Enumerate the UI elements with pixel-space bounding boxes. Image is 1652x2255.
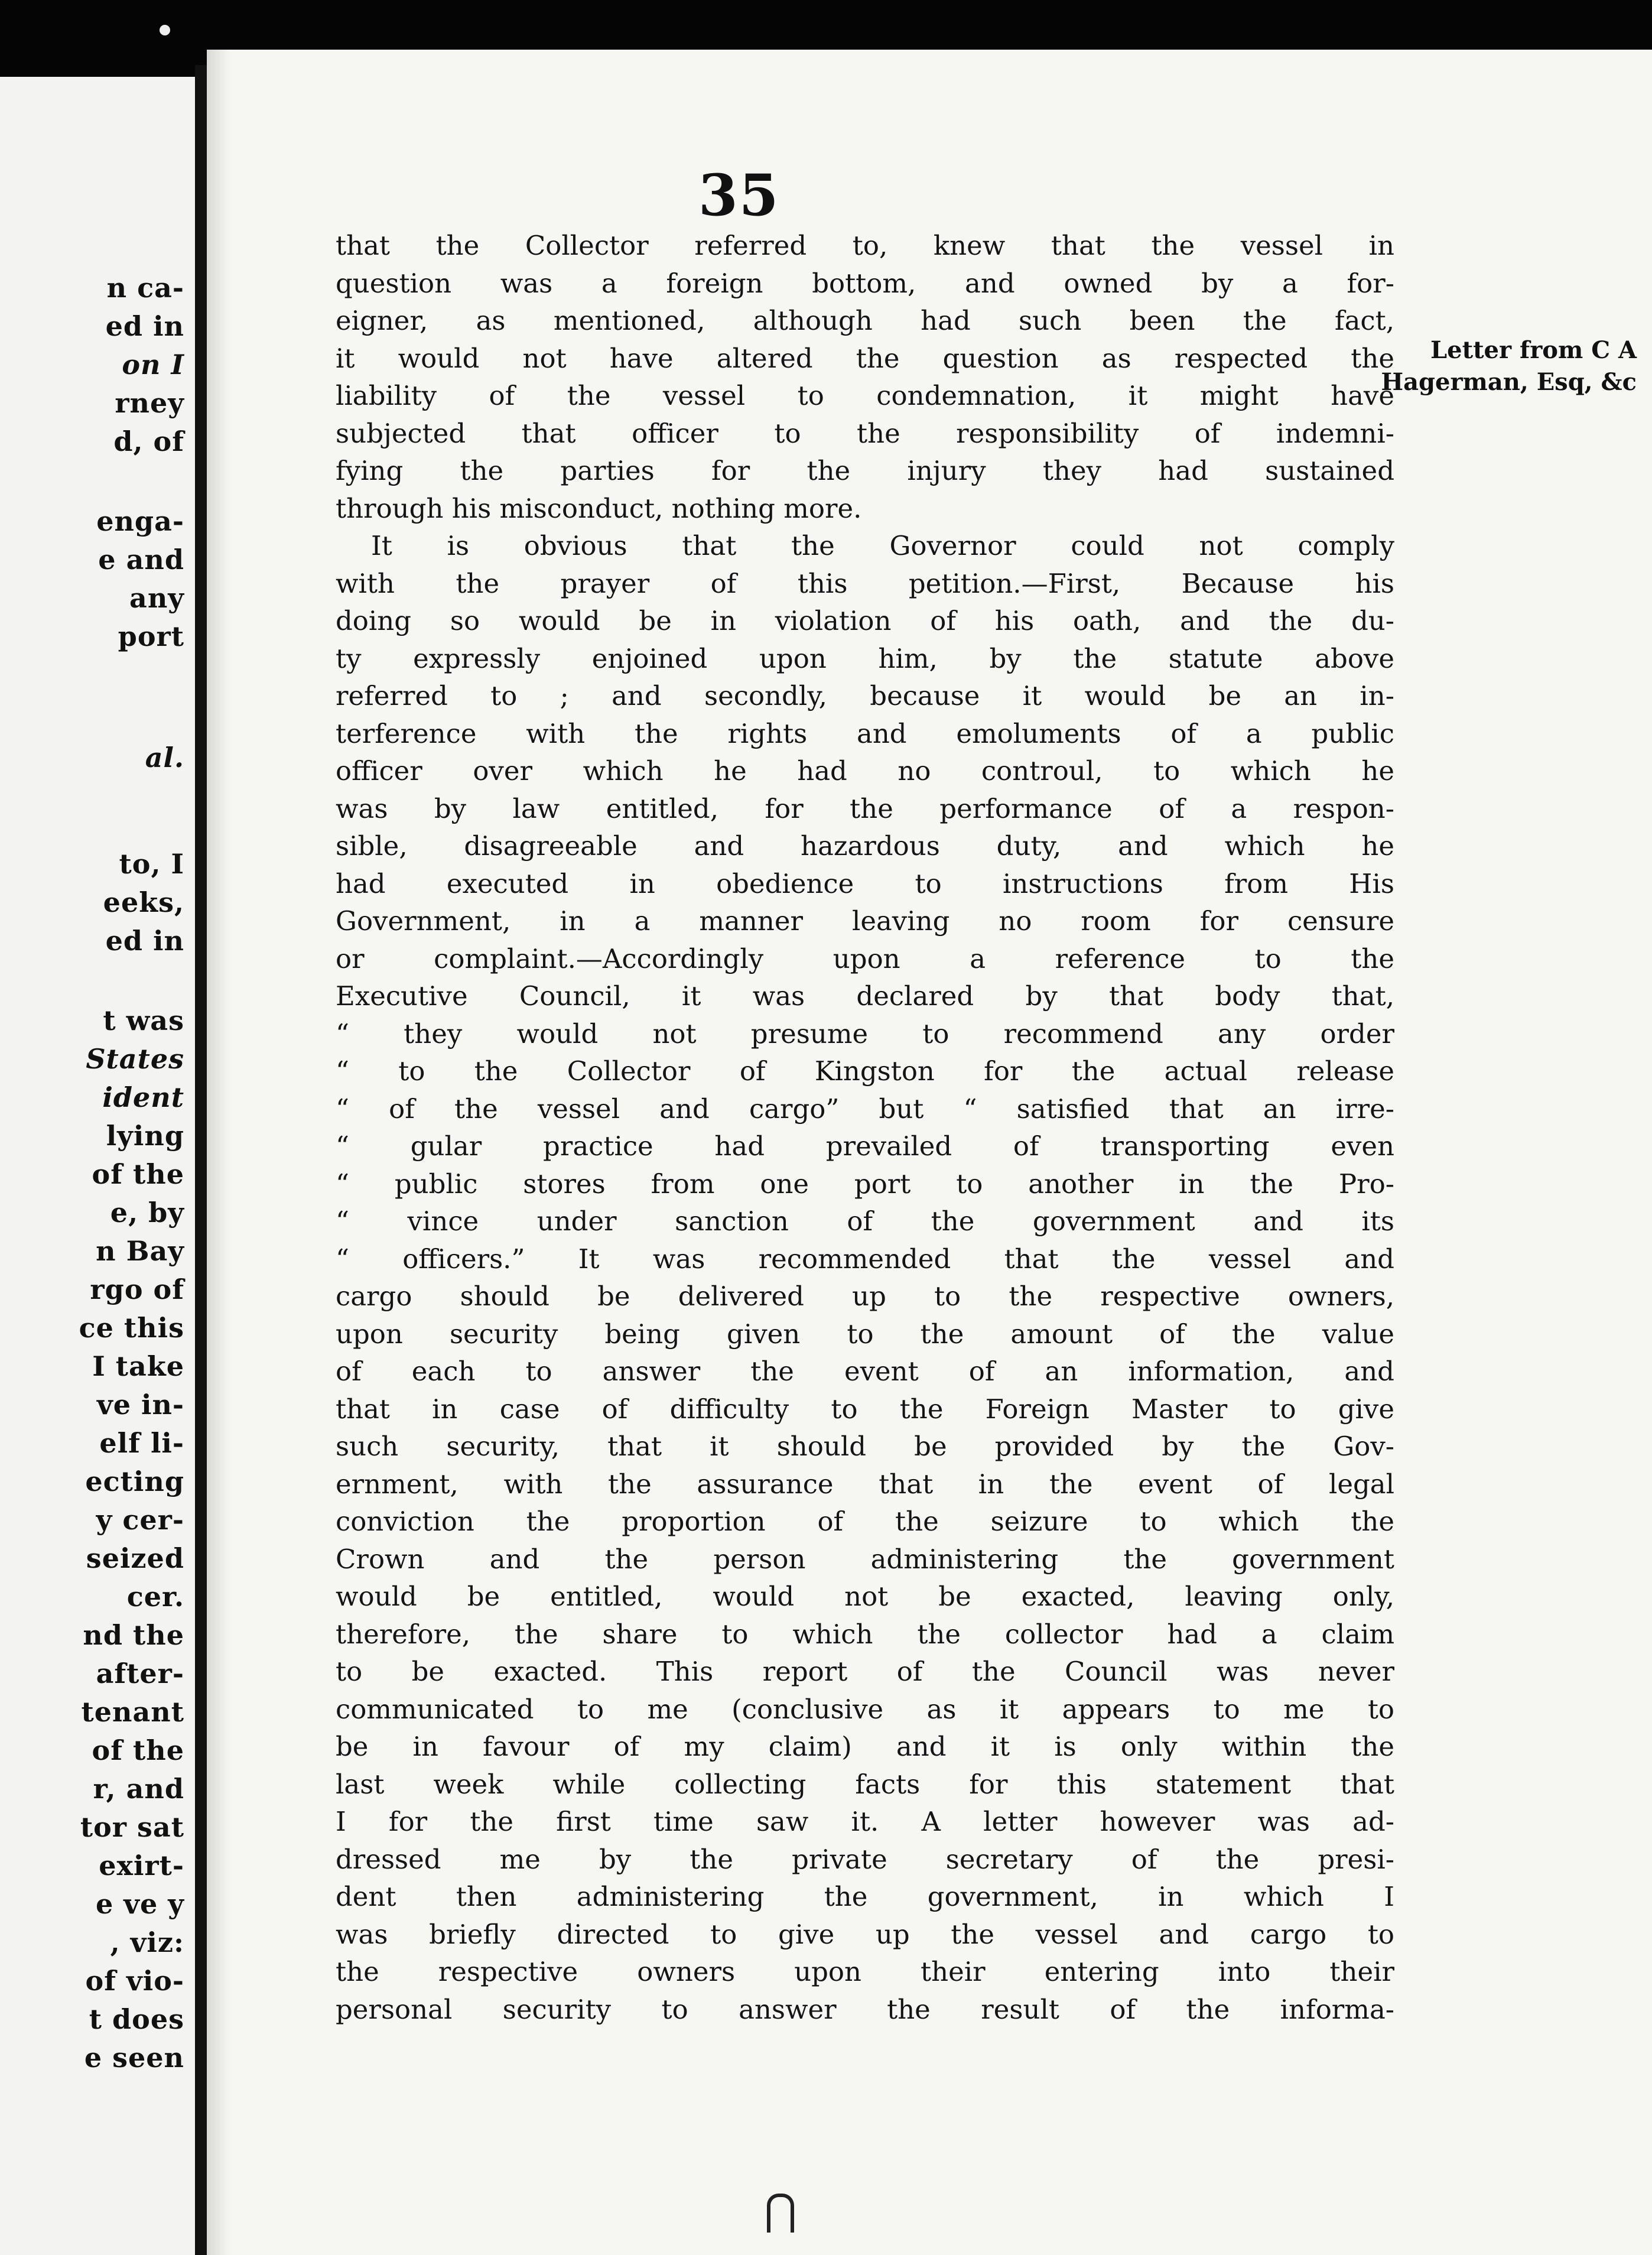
- left-line-fragment: port: [118, 620, 184, 652]
- gutter-shadow: [195, 65, 207, 2255]
- text-line: subjected that officer to the responsibility of indemni-: [336, 417, 1394, 449]
- text-line: to be exacted. This report of the Council was never: [336, 1656, 1394, 1687]
- text-line: doing so would be in violation of his oath, and the du-: [336, 605, 1394, 636]
- text-line: upon security being given to the amount of the value: [336, 1318, 1394, 1350]
- text-line: “ officers.” It was recommended that the vessel and: [336, 1243, 1394, 1275]
- text-line: be in favour of my claim) and it is only within the: [336, 1731, 1394, 1762]
- text-line: personal security to answer the result of the informa-: [336, 1993, 1394, 2025]
- left-line-fragment: ecting: [85, 1466, 184, 1497]
- scan-artifact: [767, 2194, 794, 2233]
- text-line: had executed in obedience to instructions from His: [336, 867, 1394, 899]
- left-line-fragment: d, of: [113, 425, 184, 457]
- text-line: dent then administering the government, in which I: [336, 1881, 1394, 1912]
- left-line-fragment: e seen: [84, 2042, 184, 2074]
- left-line-fragment: , viz:: [110, 1926, 184, 1958]
- left-page-fragment: [0, 77, 195, 2255]
- text-line: Crown and the person administering the government: [336, 1543, 1394, 1575]
- text-line: the respective owners upon their entering into their: [336, 1956, 1394, 1987]
- left-line-fragment: nd the: [83, 1619, 184, 1651]
- text-line: such security, that it should be provided by the Gov-: [336, 1431, 1394, 1462]
- text-line: that the Collector referred to, knew that the vessel in: [336, 230, 1394, 261]
- left-line-fragment: ed in: [105, 925, 184, 957]
- left-line-fragment: rgo of: [90, 1273, 184, 1305]
- left-line-fragment: ve in-: [96, 1389, 184, 1421]
- text-line: I for the first time saw it. A letter however was ad-: [336, 1806, 1394, 1837]
- text-line: It is obvious that the Governor could not comply: [371, 530, 1394, 561]
- text-line: or complaint.—Accordingly upon a reference to the: [336, 943, 1394, 974]
- left-line-fragment: e ve y: [95, 1888, 184, 1920]
- text-line: last week while collecting facts for this statement that: [336, 1768, 1394, 1800]
- text-line: fying the parties for the injury they had sustained: [336, 455, 1394, 486]
- text-line: conviction the proportion of the seizure to which the: [336, 1506, 1394, 1537]
- left-line-fragment: n ca-: [106, 272, 184, 304]
- text-line: dressed me by the private secretary of the presi-: [336, 1843, 1394, 1875]
- text-line: cargo should be delivered up to the respective owners,: [336, 1281, 1394, 1312]
- text-line: Executive Council, it was declared by that body that,: [336, 980, 1394, 1012]
- text-line: liability of the vessel to condemnation, it might have: [336, 380, 1394, 411]
- text-line: therefore, the share to which the collector had a claim: [336, 1618, 1394, 1650]
- left-line-fragment: of vio-: [85, 1965, 184, 1997]
- left-line-fragment: elf li-: [99, 1427, 184, 1459]
- left-line-fragment: ce this: [79, 1312, 184, 1344]
- body-text: [336, 227, 1394, 2028]
- text-line: was by law entitled, for the performance of a respon-: [336, 792, 1394, 824]
- left-line-fragment: of the: [92, 1158, 184, 1190]
- text-line: question was a foreign bottom, and owned by a for-: [336, 267, 1394, 299]
- page-number: 35: [698, 162, 780, 229]
- text-line: ernment, with the assurance that in the event of legal: [336, 1468, 1394, 1500]
- left-line-fragment: y cer-: [96, 1504, 184, 1536]
- marginal-note-line: Hagerman, Esq, &c: [1381, 368, 1637, 396]
- left-line-fragment: e and: [98, 544, 184, 576]
- text-line: communicated to me (conclusive as it appears to me to: [336, 1693, 1394, 1725]
- text-line: ty expressly enjoined upon him, by the statute above: [336, 642, 1394, 674]
- left-line-fragment: rney: [115, 387, 184, 419]
- left-line-fragment: ident: [102, 1081, 184, 1113]
- left-line-fragment: I take: [92, 1350, 184, 1382]
- left-line-fragment: ed in: [105, 310, 184, 342]
- left-line-fragment: eeks,: [103, 886, 184, 918]
- left-line-fragment: any: [129, 582, 184, 614]
- text-line: officer over which he had no controul, to which he: [336, 755, 1394, 787]
- left-line-fragment: lying: [106, 1120, 184, 1152]
- text-line: Government, in a manner leaving no room for censure: [336, 905, 1394, 937]
- text-line: eigner, as mentioned, although had such been the fact,: [336, 305, 1394, 336]
- text-line: “ vince under sanction of the government and its: [336, 1206, 1394, 1237]
- left-line-fragment: States: [86, 1043, 184, 1075]
- text-line: “ gular practice had prevailed of transporting even: [336, 1130, 1394, 1162]
- left-line-fragment: after-: [96, 1658, 184, 1689]
- text-line: sible, disagreeable and hazardous duty, and which he: [336, 830, 1394, 862]
- text-line: “ of the vessel and cargo” but “ satisfied that an irre-: [336, 1093, 1394, 1125]
- page-curl-shadow: [207, 50, 230, 2255]
- left-line-fragment: exirt-: [99, 1850, 184, 1882]
- text-line: “ to the Collector of Kingston for the actual release: [336, 1055, 1394, 1087]
- right-page: [207, 50, 1652, 2255]
- left-line-fragment: tenant: [81, 1696, 184, 1728]
- left-line-fragment: enga-: [96, 505, 184, 537]
- left-line-fragment: r, and: [93, 1773, 184, 1805]
- marginal-note-line: Letter from C A: [1430, 336, 1637, 364]
- left-line-fragment: on I: [122, 349, 184, 381]
- left-line-fragment: t does: [89, 2003, 184, 2035]
- text-line: “ they would not presume to recommend any order: [336, 1018, 1394, 1049]
- text-line: referred to ; and secondly, because it would be an in-: [336, 680, 1394, 711]
- left-line-fragment: tor sat: [80, 1811, 184, 1843]
- left-line-fragment: e, by: [110, 1197, 184, 1229]
- scan-speck: [160, 25, 170, 35]
- text-line: was briefly directed to give up the vessel and cargo to: [336, 1918, 1394, 1950]
- left-line-fragment: cer.: [126, 1581, 184, 1613]
- left-line-fragment: to, I: [119, 848, 184, 880]
- text-line: “ public stores from one port to another in the Pro-: [336, 1168, 1394, 1200]
- text-line: of each to answer the event of an information, and: [336, 1356, 1394, 1387]
- text-line: that in case of difficulty to the Foreign Master to give: [336, 1393, 1394, 1425]
- text-line: through his misconduct, nothing more.: [336, 492, 862, 524]
- left-line-fragment: seized: [86, 1542, 184, 1574]
- text-line: would be entitled, would not be exacted, leaving only,: [336, 1581, 1394, 1612]
- text-line: with the prayer of this petition.—First, Because his: [336, 567, 1394, 599]
- left-line-fragment: of the: [92, 1734, 184, 1766]
- left-line-fragment: n Bay: [96, 1235, 184, 1267]
- left-line-fragment: al.: [145, 742, 184, 774]
- left-line-fragment: t was: [103, 1005, 184, 1036]
- text-line: it would not have altered the question as respected the: [336, 342, 1394, 374]
- text-line: terference with the rights and emoluments of a public: [336, 717, 1394, 749]
